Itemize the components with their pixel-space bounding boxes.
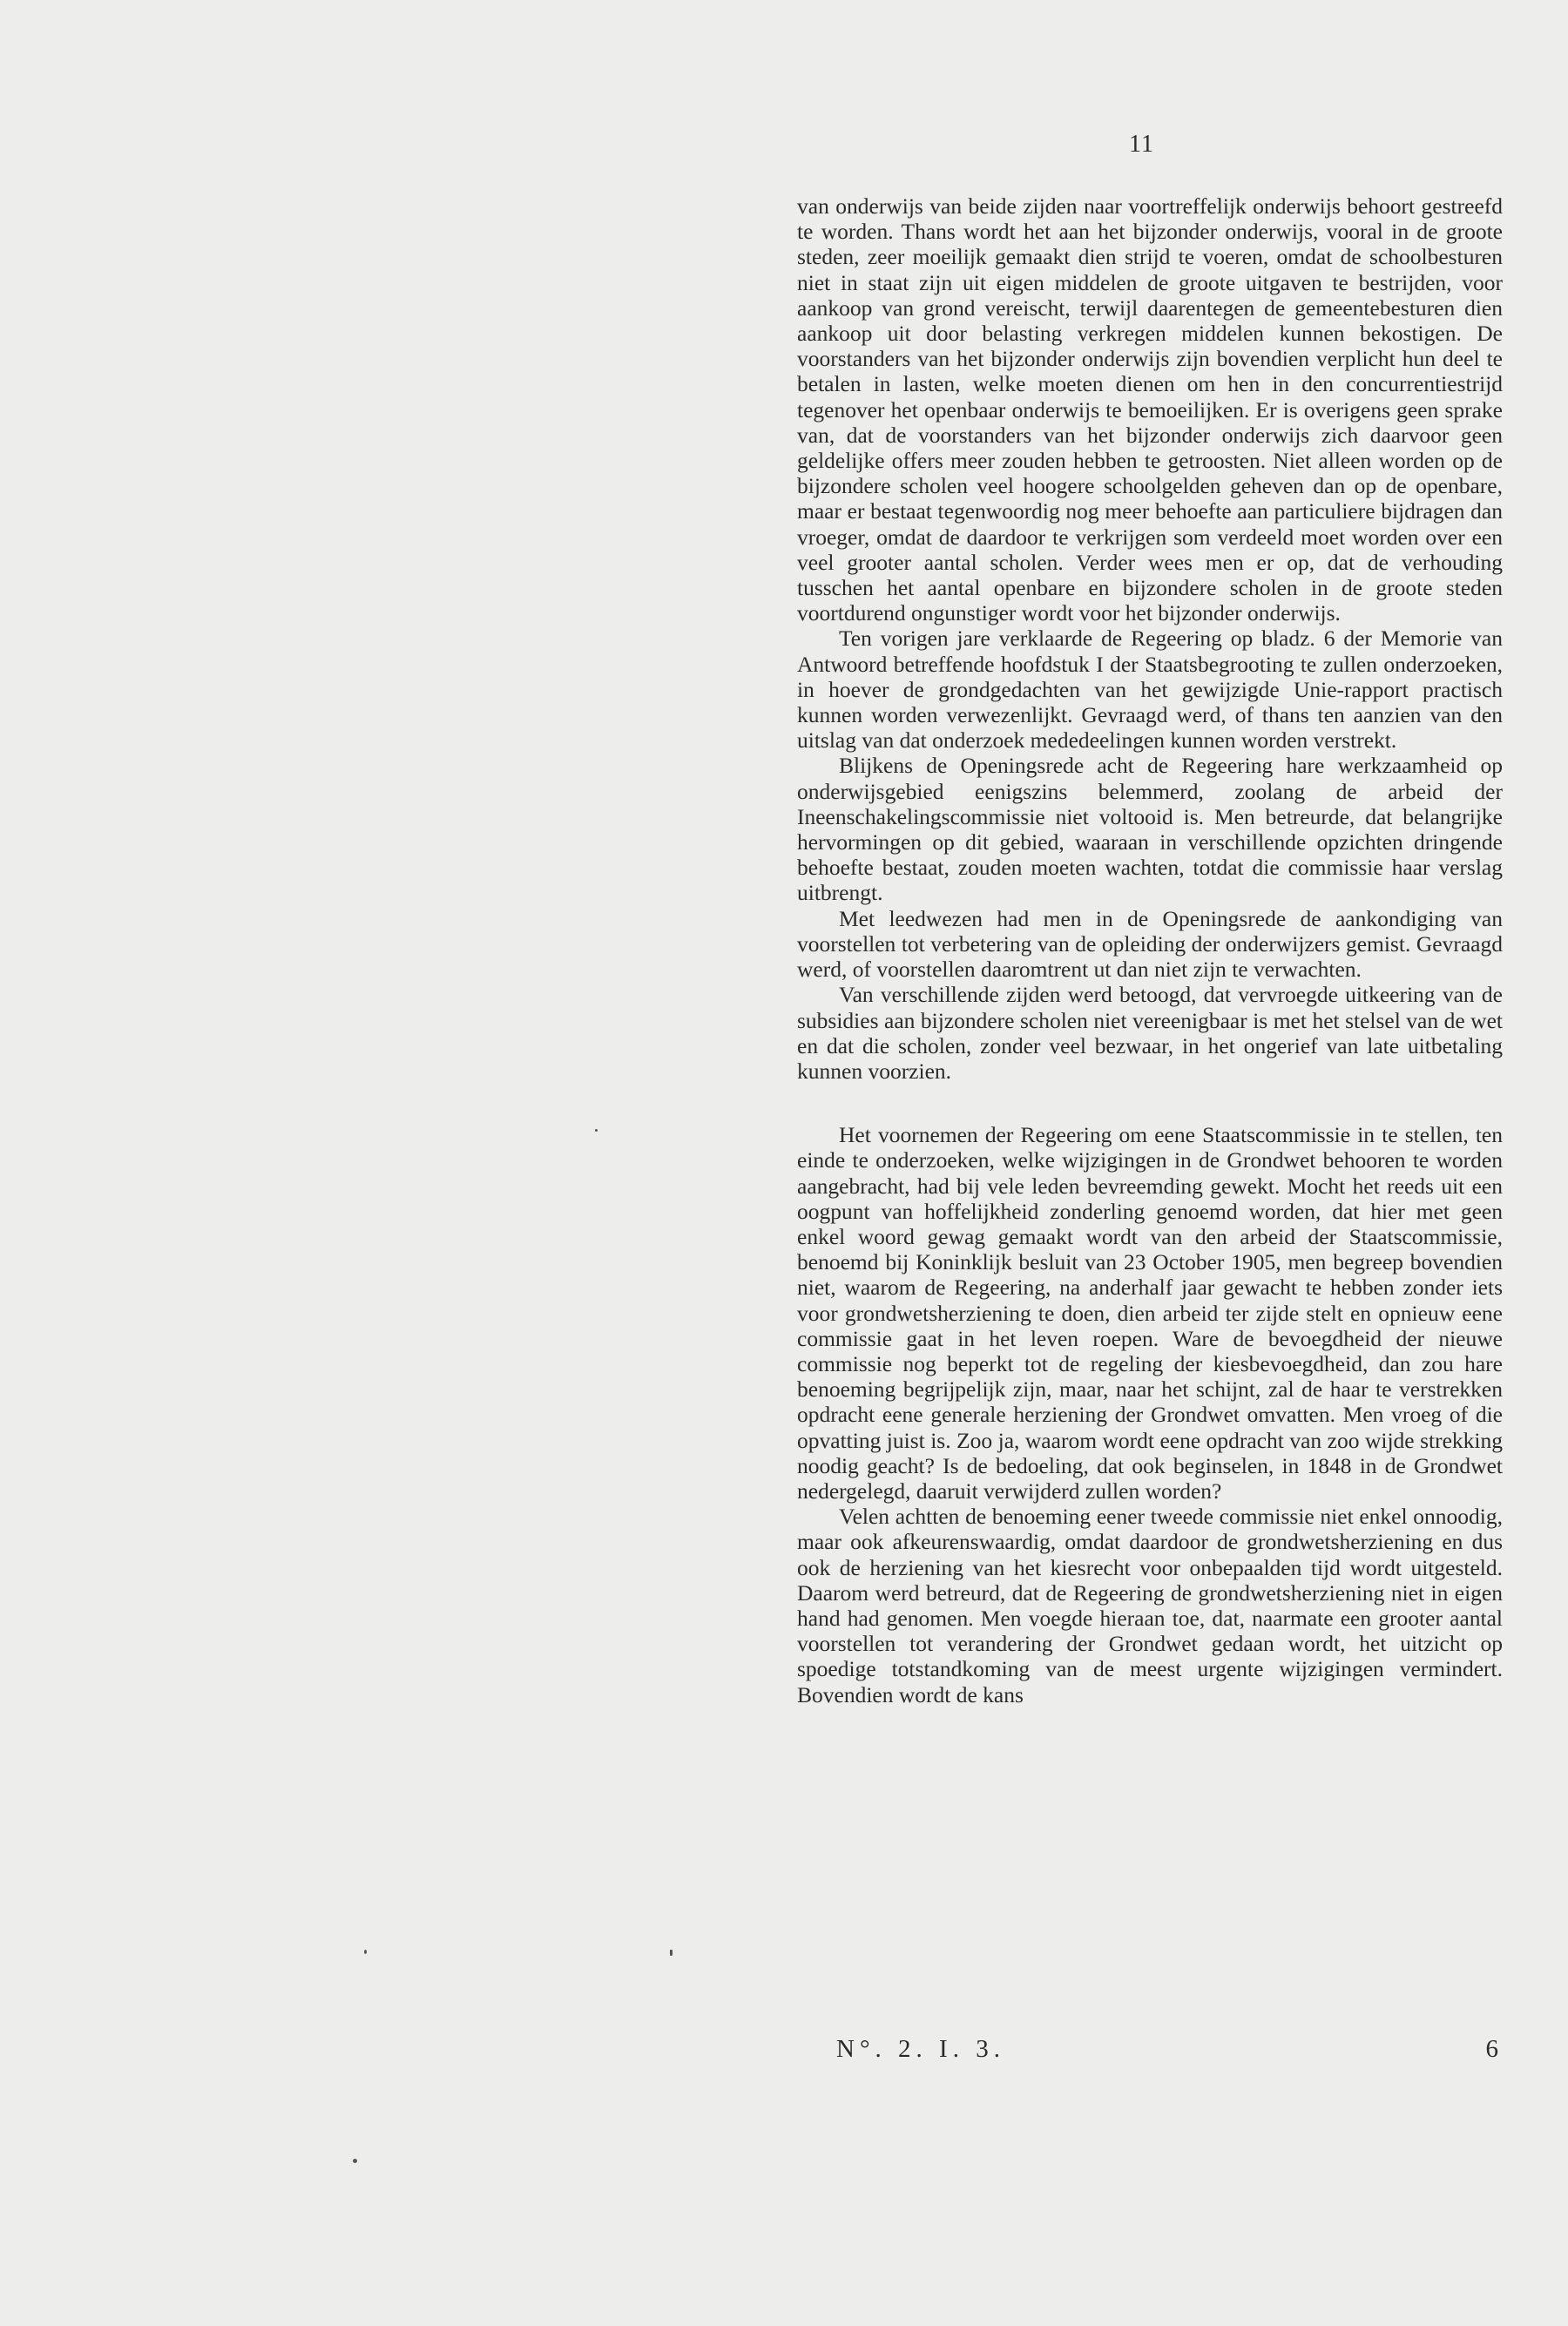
paragraph: Velen achtten de benoeming eener tweede commissie niet enkel onnoodig, maar ook afkeurenswaardig, omdat daardoor de grondwetsherziening en dus ook de herziening van het kiesrecht voor onbepaalden tijd wordt uitgesteld. Daarom werd betreurd, dat de Regeering de grondwetsherziening niet in eigen hand had genomen. Men voegde hieraan toe, dat, naarmate een grooter aantal voorstellen tot verandering der Grondwet gedaan wordt, het uitzicht op spoedige totstandkoming van de meest urgente wijzigingen vermindert. Bovendien wordt de kans [797,1504,1503,1707]
paragraph: Ten vorigen jare verklaarde de Regeering op bladz. 6 der Memorie van Antwoord betreffende hoofdstuk I der Staatsbegrooting te zullen onderzoeken, in hoever de grondgedachten van het gewijzigde Unie-rapport practisch kunnen worden verwezenlijkt. Gevraagd werd, of thans ten aanzien van den uitslag van dat onderzoek mededeelingen kunnen worden verstrekt. [797,625,1503,754]
footer-signature: N°. 2. I. 3. [836,2035,1005,2063]
page-number: 11 [1129,131,1154,158]
paragraph: Van verschillende zijden werd betoogd, dat vervroegde uitkeering van de subsidies aan bijzondere scholen niet vereenigbaar is met het stelsel van de wet en dat die scholen, zonder veel bezwaar, in het ongerief van late uitbetaling kunnen voorzien. [797,982,1503,1084]
scan-speck [670,1950,672,1956]
footer-sheet-number: 6 [1485,2035,1498,2063]
paragraph: Met leedwezen had men in de Openingsrede de aankondiging van voorstellen tot verbetering van de opleiding der onderwijzers gemist. Gevraagd werd, of voorstellen daaromtrent ut dan niet zijn te verwachten. [797,905,1503,983]
paragraph: Blijkens de Openingsrede acht de Regeering hare werkzaamheid op onderwijsgebied eenigszins belemmerd, zoolang de arbeid der Ineenschakelingscommissie niet voltooid is. Men betreurde, dat belangrijke hervormingen op dit gebied, waaraan in verschillende opzichten dringende behoefte bestaat, zouden moeten wachten, totdat die commissie haar verslag uitbrengt. [797,753,1503,906]
scan-speck [353,2159,357,2163]
paragraph: van onderwijs van beide zijden naar voortreffelijk onderwijs behoort gestreefd te worden. Thans wordt het aan het bijzonder onderwijs, vooral in de groote steden, zeer moeilijk gemaakt dien strijd te voeren, omdat de schoolbesturen niet in staat zijn uit eigen middelen de groote uitgaven te bestrijden, voor aankoop van grond vereischt, terwijl daarentegen de gemeentebesturen dien aankoop uit door belasting verkregen middelen kunnen bekostigen. De voorstanders van het bijzonder onderwijs zijn bovendien verplicht hun deel te betalen in lasten, welke moeten dienen om hen in den concurrentiestrijd tegenover het openbaar onderwijs te bemoeilijken. Er is overigens geen sprake van, dat de voorstanders van het bijzonder onderwijs zich daarvoor geen geldelijke offers meer zouden hebben te getroosten. Niet alleen worden op de bijzondere scholen veel hoogere schoolgelden geheven dan op de openbare, maar er bestaat tegenwoordig nog meer behoefte aan particuliere bijdragen dan vroeger, omdat de daardoor te verkrijgen som verdeeld moet worden over een veel grooter aantal scholen. Verder wees men er op, dat de verhouding tusschen het aantal openbare en bijzondere scholen in de groote steden voortdurend ongunstiger wordt voor het bijzonder onderwijs. [797,193,1503,626]
text-column [797,193,1503,1707]
scan-speck [595,1129,598,1132]
footer [836,2035,1498,2064]
paragraph: Het voornemen der Regeering om eene Staatscommissie in te stellen, ten einde te onderzoeken, welke wijzigingen in de Grondwet behooren te worden aangebracht, had bij vele leden bevreemding gewekt. Mocht het reeds uit een oogpunt van hoffelijkheid zonderling genoemd worden, dat hier met geen enkel woord gewag gemaakt wordt van den arbeid der Staatscommissie, benoemd bij Koninklijk besluit van 23 October 1905, men begreep bovendien niet, waarom de Regeering, na anderhalf jaar gewacht te hebben zonder iets voor grondwetsherziening te doen, dien arbeid ter zijde stelt en opnieuw eene commissie gaat in het leven roepen. Ware de bevoegdheid der nieuwe commissie nog beperkt tot de regeling der kiesbevoegdheid, dan zou hare benoeming begrijpelijk zijn, maar, naar het schijnt, zal de haar te verstrekken opdracht eene generale herziening der Grondwet omvatten. Men vroeg of die opvatting juist is. Zoo ja, waarom wordt eene opdracht van zoo wijde strekking noodig geacht? Is de bedoeling, dat ook beginselen, in 1848 in de Grondwet nedergelegd, daaruit verwijderd zullen worden? [797,1122,1503,1504]
scan-speck [364,1950,367,1954]
